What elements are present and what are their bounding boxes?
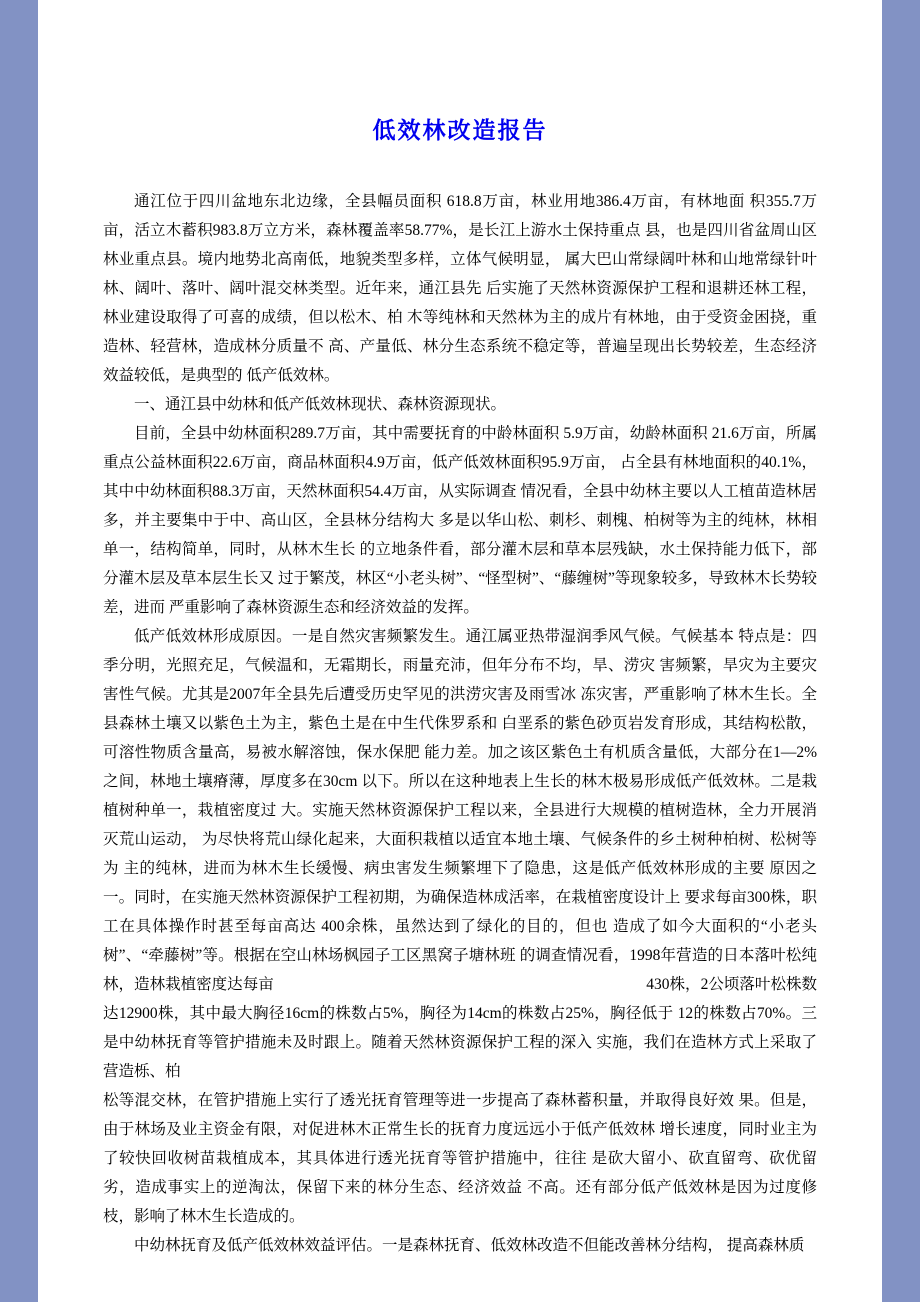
document-title: 低效林改造报告 (372, 118, 548, 143)
paragraph: 一、通江县中幼林和低产低效林现状、森林资源现状。 (134, 396, 507, 413)
paragraph: 目前，全县中幼林面积289.7万亩，其中需要抚育的中龄林面积 5.9万亩，幼龄林面积 21.6万亩，所属重点公益林面积22.6万亩，商品林面积4.9万亩，低产低效林面积95.9万亩， 占全县有林地面积的40.1%，其中中幼林面积88.3万亩，天然林面积54.4万亩，从实际调查 情况看，全县中幼林主要以人工植苗造林居多，并主要集中于中、高山区，全县林分结构大 多是以华山松、刺杉、刺槐、柏树等为主的纯林，林相单一，结构简单，同时，从林木生长 的立地条件看，部分灌木层和草本层残缺，水土保持能力低下，部分灌木层及草本层生长又 过于繁茂，林区“小老头树”、“怪型树”、“藤缠树”等现象较多，导致林木长势较差，进而 严重影响了森林资源生态和经济效益的发挥。 (103, 425, 817, 616)
paragraph: 松等混交林，在管护措施上实行了透光抚育管理等进一步提高了森林蓄积量，并取得良好效 果。但是，由于林场及业主资金有限，对促进林木正常生长的抚育力度远远小于低产低效林 增长速度，同时业主为了较快回收树苗栽植成本，其具体进行透光抚育等管护措施中，往往 是砍大留小、砍直留弯、砍优留劣，造成事实上的逆淘汰，保留下来的林分生态、经济效益 不高。还有部分低产低效林是因为过度修枝，影响了林木生长造成的。 (103, 1092, 817, 1225)
paragraph: 通江位于四川盆地东北边缘，全县幅员面积 618.8万亩，林业用地386.4万亩，有林地面 积355.7万亩，活立木蓄积983.8万立方米，森林覆盖率58.77%，是长江上游水土保持重点 县，也是四川省盆周山区林业重点县。境内地势北高南低，地貌类型多样，立体气候明显， 属大巴山常绿阔叶林和山地常绿针叶林、阔叶、落叶、阔叶混交林类型。近年来，通江县先 后实施了天然林资源保护工程和退耕还林工程，林业建设取得了可喜的成绩，但以松木、柏 木等纯林和天然林为主的成片有林地，由于受资金困挠，重造林、轻营林，造成林分质量不 高、产量低、林分生态系统不稳定等，普遍呈现出长势较差，生态经济效益较低，是典型的 低产低效林。 (103, 193, 817, 384)
paragraph: 低产低效林形成原因。一是自然灾害频繁发生。通江属亚热带湿润季风气候。气候基本 特点是：四季分明，光照充足，气候温和，无霜期长，雨量充沛，但年分布不均，旱、涝灾 害频繁，旱灾为主要灾害性气候。尤其是2007年全县先后遭受历史罕见的洪涝灾害及雨雪冰 冻灾害，严重影响了林木生长。全县森林土壤又以紫色土为主，紫色土是在中生代侏罗系和 白垩系的紫色砂页岩发育形成，其结构松散，可溶性物质含量高，易被水解溶蚀，保水保肥 能力差。加之该区紫色土有机质含量低，大部分在1—2%之间，林地土壤瘠薄，厚度多在30cm 以下。所以在这种地表上生长的林木极易形成低产低效林。二是栽植树种单一，栽植密度过 大。实施天然林资源保护工程以来，全县进行大规模的植树造林，全力开展消灭荒山运动， 为尽快将荒山绿化起来，大面积栽植以适宜本地土壤、气候条件的乡土树种柏树、松树等为 主的纯林，进而为林木生长缓慢、病虫害发生频繁埋下了隐患，这是低产低效林形成的主要 原因之一。同时，在实施天然林资源保护工程初期，为确保造林成活率，在栽植密度设计上 要求每亩300株，职工在具体操作时甚至每亩高达 400余株，虽然达到了绿化的目的，但也 造成了如今大面积的“小老头树”、“牵藤树”等。根据在空山林场枫园子工区黑窝子塘林班 的调查情况看，1998年营造的日本落叶松纯林，造林栽植密度达每亩 430株，2公顷落叶松株数达12900株，其中最大胸径16cm的株数占5%，胸径为14cm的株数占25%，胸径低于 12的株数占70%。三是中幼林抚育等管护措施未及时跟上。随着天然林资源保护工程的深入 实施，我们在造林方式上采取了营造栎、柏 (103, 628, 818, 1080)
document-page (38, 0, 882, 1302)
document-body (103, 187, 817, 1260)
paragraph: 中幼林抚育及低产低效林效益评估。一是森林抚育、低效林改造不但能改善林分结构， 提高森林质 (134, 1237, 805, 1254)
